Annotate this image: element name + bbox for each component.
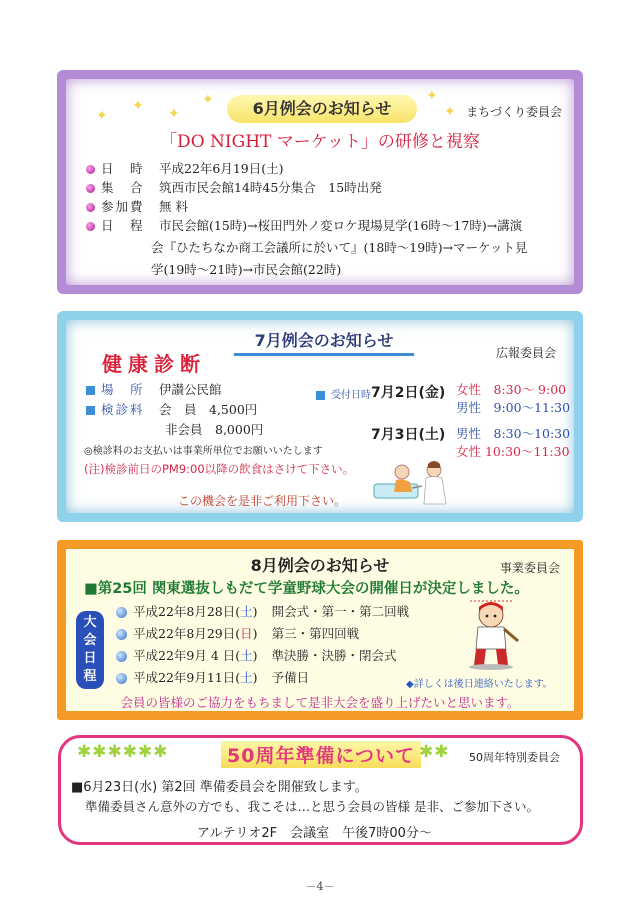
ball-bullet-icon <box>116 651 127 662</box>
star-icon: ✦ <box>132 98 144 114</box>
june-committee: まちづくり委員会 <box>466 105 562 119</box>
star-icon: ✦ <box>168 106 180 122</box>
june-schedule-line2: 会『ひたちなか商工会議所に於いて』(18時～19時)→マーケット見 <box>151 240 528 255</box>
august-headline: ■第25回 関東選抜しもだて学童野球大会の開催日が決定しました。 <box>84 581 529 597</box>
bullet-icon <box>86 184 95 193</box>
august-closing: 会員の皆様のご協力をもちまして是非大会を盛り上げたいと思います。 <box>120 695 520 710</box>
square-bullet-icon <box>316 391 325 400</box>
july-date1: 7月2日(金) <box>371 385 446 401</box>
schedule-label-text: 大会日程 <box>83 615 97 684</box>
square-bullet-icon <box>86 386 95 395</box>
page-number: －4－ <box>305 880 335 893</box>
schedule-item-3: 平成22年9月 4 日(土) 準決勝・決勝・閉会式 <box>116 646 397 666</box>
fifty-committee: 50周年特別委員会 <box>469 751 560 764</box>
fifty-line3: アルテリオ2F 会議室 午後7時00分～ <box>197 826 432 841</box>
july-date1-female: 女性 8:30～ 9:00 <box>456 382 567 397</box>
ball-bullet-icon <box>116 607 127 618</box>
july-date2: 7月3日(土) <box>371 427 446 443</box>
july-committee: 広報委員会 <box>495 346 556 360</box>
star-icon: ✦ <box>96 108 108 124</box>
star-icon: ✦ <box>426 88 438 104</box>
health-check-heading: 健康診断 <box>102 352 206 376</box>
square-bullet-icon <box>86 406 95 415</box>
green-stars-right-icon: ✱✱ <box>419 742 450 762</box>
july-fee-nonmember: 非会員 8,000円 <box>165 422 264 437</box>
june-schedule-line3: 学(19時～21時)→市民会館(22時) <box>151 262 342 277</box>
july-meeting-box <box>57 311 583 522</box>
july-date2-male: 男性 8:30～10:30 <box>456 426 571 441</box>
july-date1-male: 男性 9:00～11:30 <box>456 400 571 415</box>
july-meeting-inner <box>66 320 574 513</box>
august-meeting-inner <box>66 549 574 711</box>
green-stars-left-icon: ✱✱✱✱✱✱ <box>77 742 169 762</box>
ball-bullet-icon <box>116 629 127 640</box>
ball-bullet-icon <box>116 673 127 684</box>
star-icon: ✦ <box>444 104 456 120</box>
fifty-line2: 準備委員さん意外の方でも、我こそは…と思う会員の皆様 是非、ご参加下さい。 <box>85 799 539 814</box>
july-payment-note: ◎検診料のお支払いは事業所単位でお願いいたします <box>84 446 323 457</box>
bullet-icon <box>86 203 95 212</box>
august-committee: 事業委員会 <box>499 561 560 575</box>
doctor-patient-illustration <box>372 460 458 506</box>
august-title: 8月例会のお知らせ <box>250 556 390 575</box>
june-meeting-box <box>57 70 583 294</box>
fifty-title: 50周年準備について <box>221 741 421 768</box>
june-subtitle: 「DO NIGHT マーケット」の研修と視察 <box>160 132 480 152</box>
schedule-vertical-label <box>76 611 104 689</box>
june-row-fee: 参加費 無 料 <box>86 197 188 217</box>
fifty-line1: ■6月23日(水) 第2回 準備委員会を開催致します。 <box>71 780 368 795</box>
july-title: 7月例会のお知らせ <box>234 328 414 356</box>
june-row-schedule: 日 程 市民会館(15時)→桜田門外ノ変ロケ現場見学(16時～17時)→講演 <box>86 216 522 236</box>
july-caution: (注)検診前日のPM9:00以降の飲食はさけて下さい。 <box>84 462 355 476</box>
july-place-row: 場 所 伊讃公民館 <box>86 380 222 400</box>
bullet-icon <box>86 165 95 174</box>
june-meeting-inner <box>66 79 574 285</box>
schedule-item-2: 平成22年8月29日(日) 第三・第四回戦 <box>116 624 359 644</box>
june-row-meet: 集 合 筑西市民会館14時45分集合 15時出発 <box>86 178 382 198</box>
july-fee-row: 検診料 会 員 4,500円 <box>86 400 257 420</box>
august-meeting-box <box>57 540 583 720</box>
july-date2-female: 女性 10:30～11:30 <box>456 444 570 459</box>
reception-label: 受付日時 <box>316 386 371 401</box>
bullet-icon <box>86 222 95 231</box>
june-title: 6月例会のお知らせ <box>227 95 417 123</box>
schedule-item-4: 平成22年9月11日(土) 予備日 <box>116 668 309 688</box>
baseball-player-illustration <box>456 595 526 671</box>
july-invite: この機会を是非ご利用下さい。 <box>178 494 347 508</box>
august-detail-note: ◆詳しくは後日連絡いたします。 <box>406 679 553 690</box>
fiftieth-anniversary-box <box>58 735 583 845</box>
june-row-date: 日 時 平成22年6月19日(土) <box>86 159 284 179</box>
schedule-item-1: 平成22年8月28日(土) 開会式・第一・第二回戦 <box>116 602 409 622</box>
star-icon: ✦ <box>202 92 214 108</box>
